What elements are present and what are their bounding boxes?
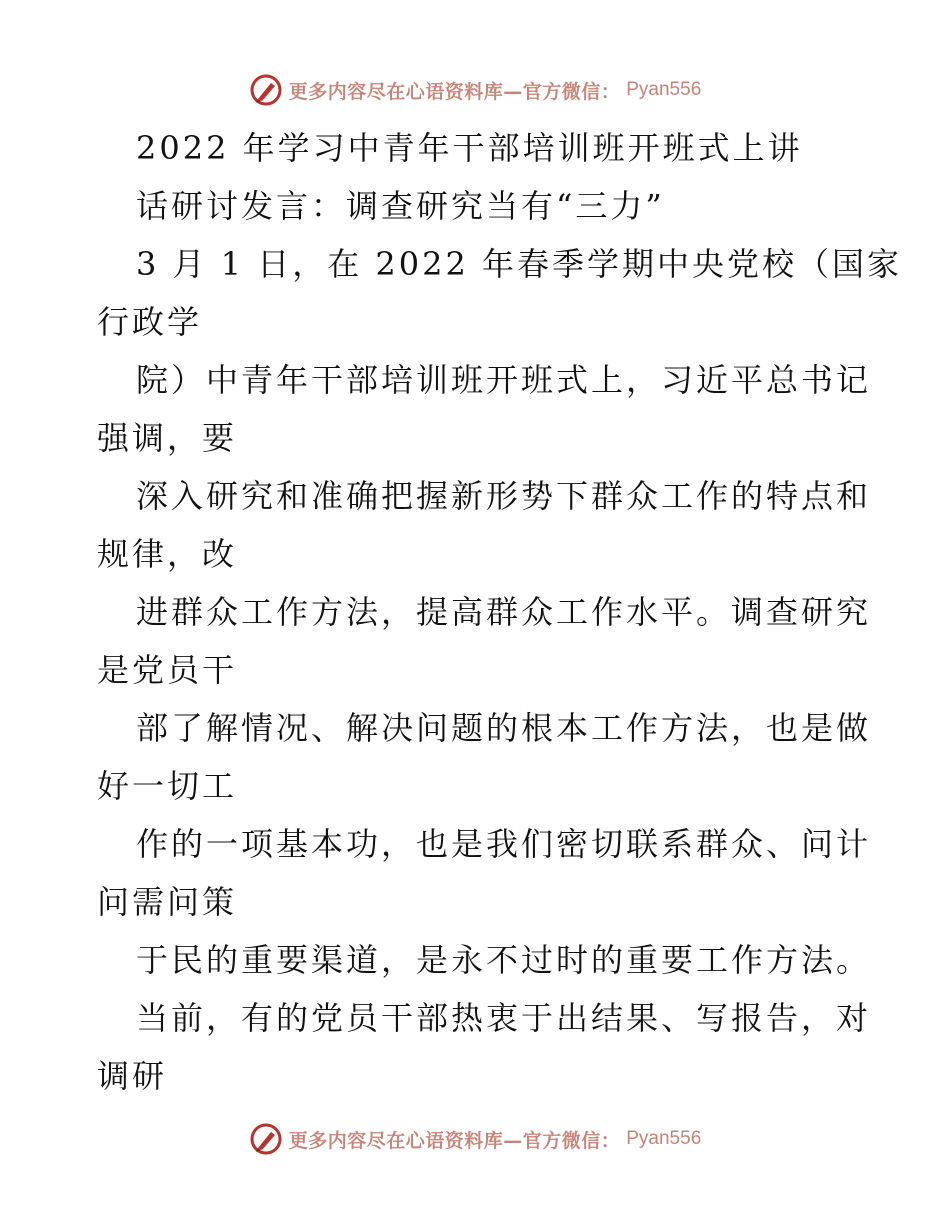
text-line: 规律，改 (97, 535, 238, 573)
pen-logo-icon (249, 73, 283, 107)
text-line: 当前，有的党员干部热衷于出结果、写报告，对 (136, 999, 872, 1037)
text-line: 作的一项基本功，也是我们密切联系群众、问计 (136, 825, 872, 863)
title-line-2: 话研讨发言：调查研究当有“三力” (136, 187, 665, 225)
text-line: 好一切工 (97, 767, 238, 805)
text-line: 行政学 (97, 303, 203, 341)
text-line: 部了解情况、解决问题的根本工作方法，也是做 (136, 709, 872, 747)
text-line: 进群众工作方法，提高群众工作水平。调查研究 (136, 593, 872, 631)
watermark-account: Pyan556 (626, 79, 702, 100)
text-line: 是党员干 (97, 651, 238, 689)
header-watermark (0, 70, 950, 110)
text-line: 调研 (97, 1057, 168, 1095)
watermark-text: 更多内容尽在心语资料库—官方微信： (288, 80, 621, 103)
text-line: 问需问策 (97, 883, 238, 921)
text-line: 深入研究和准确把握新形势下群众工作的特点和 (136, 477, 872, 515)
watermark-account: Pyan556 (626, 1128, 702, 1149)
text-line: 3 月 1 日，在 2022 年春季学期中央党校（国家 (136, 245, 903, 283)
text-line: 于民的重要渠道，是永不过时的重要工作方法。 (136, 941, 872, 979)
title-line-1: 2022 年学习中青年干部培训班开班式上讲 (136, 129, 803, 167)
pen-logo-icon (249, 1122, 283, 1156)
text-line: 院）中青年干部培训班开班式上，习近平总书记 (136, 361, 872, 399)
footer-watermark (0, 1119, 950, 1159)
text-line: 强调，要 (97, 419, 238, 457)
watermark-text: 更多内容尽在心语资料库—官方微信： (288, 1129, 621, 1152)
